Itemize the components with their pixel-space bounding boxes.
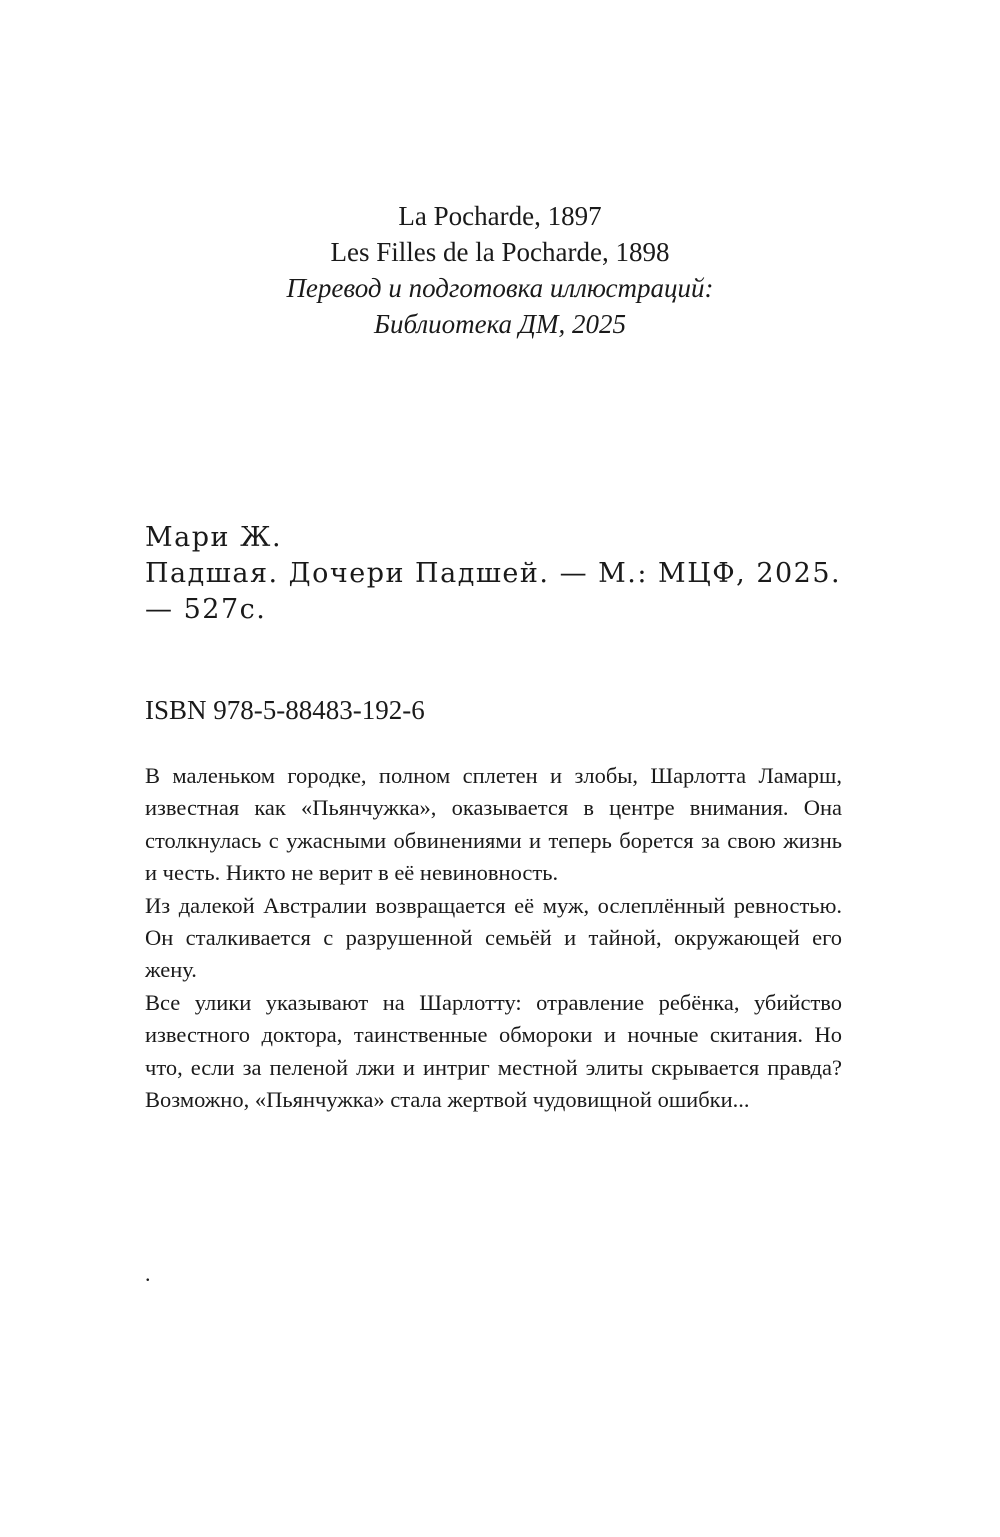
annotation [145, 760, 842, 1116]
annotation-paragraph-2: Из далекой Австралии возвращается её муж, ослеплённый ревностью. Он сталкивается с разрушенной семьёй и тайной, окружающей его жену. [145, 892, 842, 983]
trailing-mark: . [145, 1261, 151, 1286]
bibliographic-record [145, 520, 865, 628]
title-imprint-line: Падшая. Дочери Падшей. — М.: МЦФ, 2025. [145, 558, 842, 589]
annotation-paragraph-1: В маленьком городке, полном сплетен и злобы, Шарлотта Ламарш, известная как «Пьянчужка», оказывается в центре внимания. Она столкнулась с ужасными обвинениями и теперь борется за свою жизнь и честь. Никто не верит в её невиновность. [145, 763, 842, 886]
pages-line: — 527с. [145, 594, 267, 625]
original-title-2: Les Filles de la Pocharde, 1898 [330, 237, 670, 267]
translation-publisher: Библиотека ДМ, 2025 [374, 309, 626, 339]
title-block [0, 198, 1000, 342]
translation-credit: Перевод и подготовка иллюстраций: [286, 273, 714, 303]
original-title-1: La Pocharde, 1897 [398, 201, 602, 231]
annotation-paragraph-3: Все улики указывают на Шарлотту: отравление ребёнка, убийство известного доктора, таинственные обмороки и ночные скитания. Но что, если за пеленой лжи и интриг местной элиты скрывается правда? Возможно, «Пьянчужка» стала жертвой чудовищной ошибки... [145, 989, 842, 1113]
author-line: Мари Ж. [145, 522, 283, 553]
isbn: ISBN 978-5-88483-192-6 [145, 695, 425, 725]
